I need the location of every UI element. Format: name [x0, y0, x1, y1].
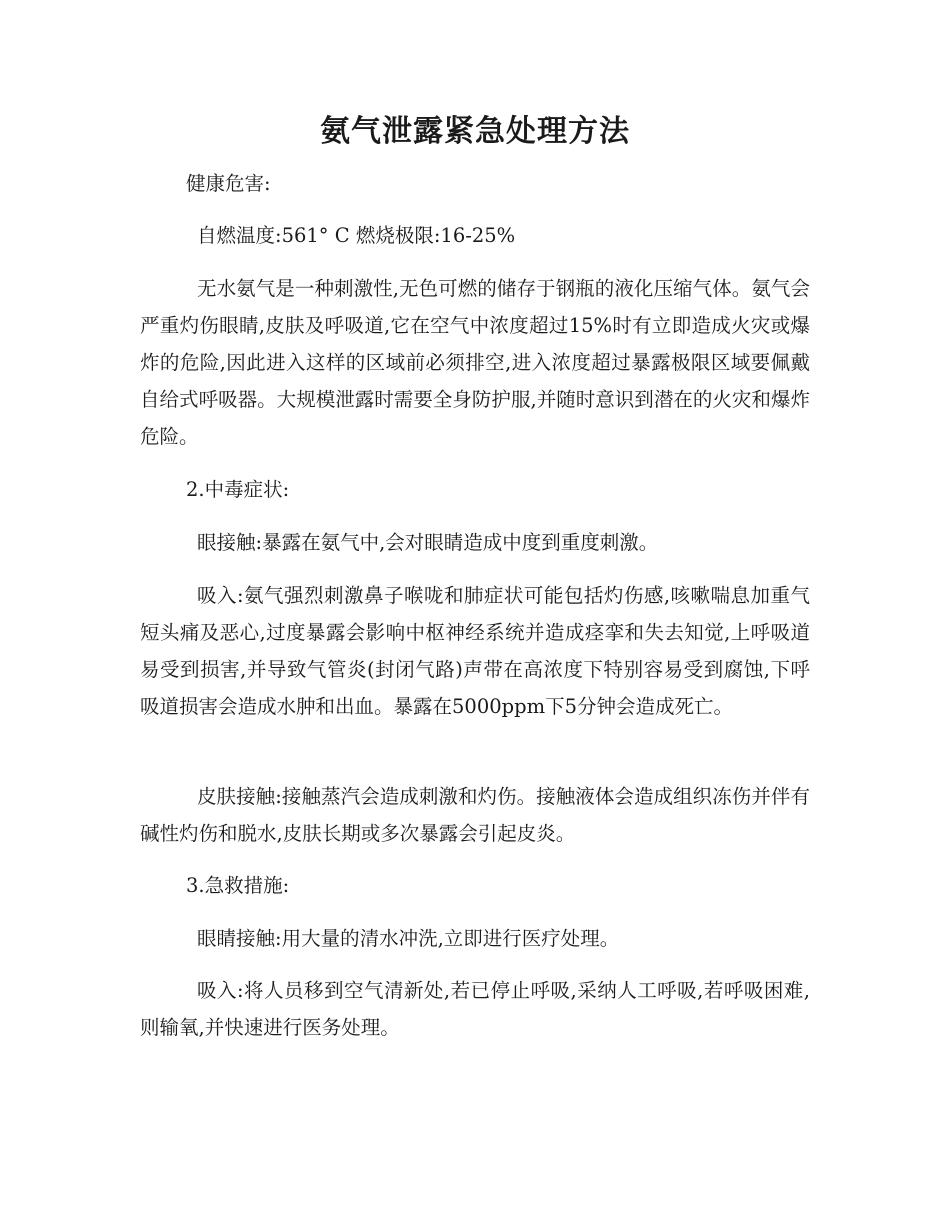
symptom-inhalation-paragraph: 吸入:氨气强烈刺激鼻子喉咙和肺症状可能包括灼伤感,咳嗽喘息加重气短头痛及恶心,过度暴露会影响中枢神经系统并造成痉挛和失去知觉,上呼吸道易受到损害,并导致气管炎(封闭气路)声带在高浓度下特别容易受到腐蚀,下呼吸道损害会造成水肿和出血。暴露在5000ppm下5分钟会造成死亡。 — [140, 584, 810, 718]
first-aid-inhalation-paragraph: 吸入:将人员移到空气清新处,若已停止呼吸,采纳人工呼吸,若呼吸困难,则输氧,并快速进行医务处理。 — [140, 979, 810, 1039]
symptom-eye-paragraph: 眼接触:暴露在氨气中,会对眼睛造成中度到重度刺激。 — [197, 531, 659, 554]
document-title: 氨气泄露紧急处理方法 — [320, 114, 630, 149]
symptom-skin-paragraph: 皮肤接触:接触蒸汽会造成刺激和灼伤。接触液体会造成组织冻伤并伴有碱性灼伤和脱水,皮肤长期或多次暴露会引起皮炎。 — [140, 785, 810, 845]
ignition-line: 自燃温度:561° C 燃烧极限:16-25% — [197, 224, 516, 247]
intro-paragraph: 无水氨气是一种刺激性,无色可燃的储存于钢瓶的液化压缩气体。氨气会严重灼伤眼睛,皮肤及呼吸道,它在空气中浓度超过15%时有立即造成火灾或爆炸的危险,因此进入这样的区域前必须排空,进入浓度超过暴露极限区域要佩戴自给式呼吸器。大规模泄露时需要全身防护服,并随时意识到潜在的火灾和爆炸危险。 — [140, 277, 810, 448]
health-hazard-heading: 健康危害: — [186, 172, 271, 195]
symptoms-heading: 2.中毒症状: — [186, 478, 290, 501]
first-aid-eye-paragraph: 眼睛接触:用大量的清水冲洗,立即进行医疗处理。 — [197, 927, 620, 950]
first-aid-heading: 3.急救措施: — [186, 874, 290, 897]
